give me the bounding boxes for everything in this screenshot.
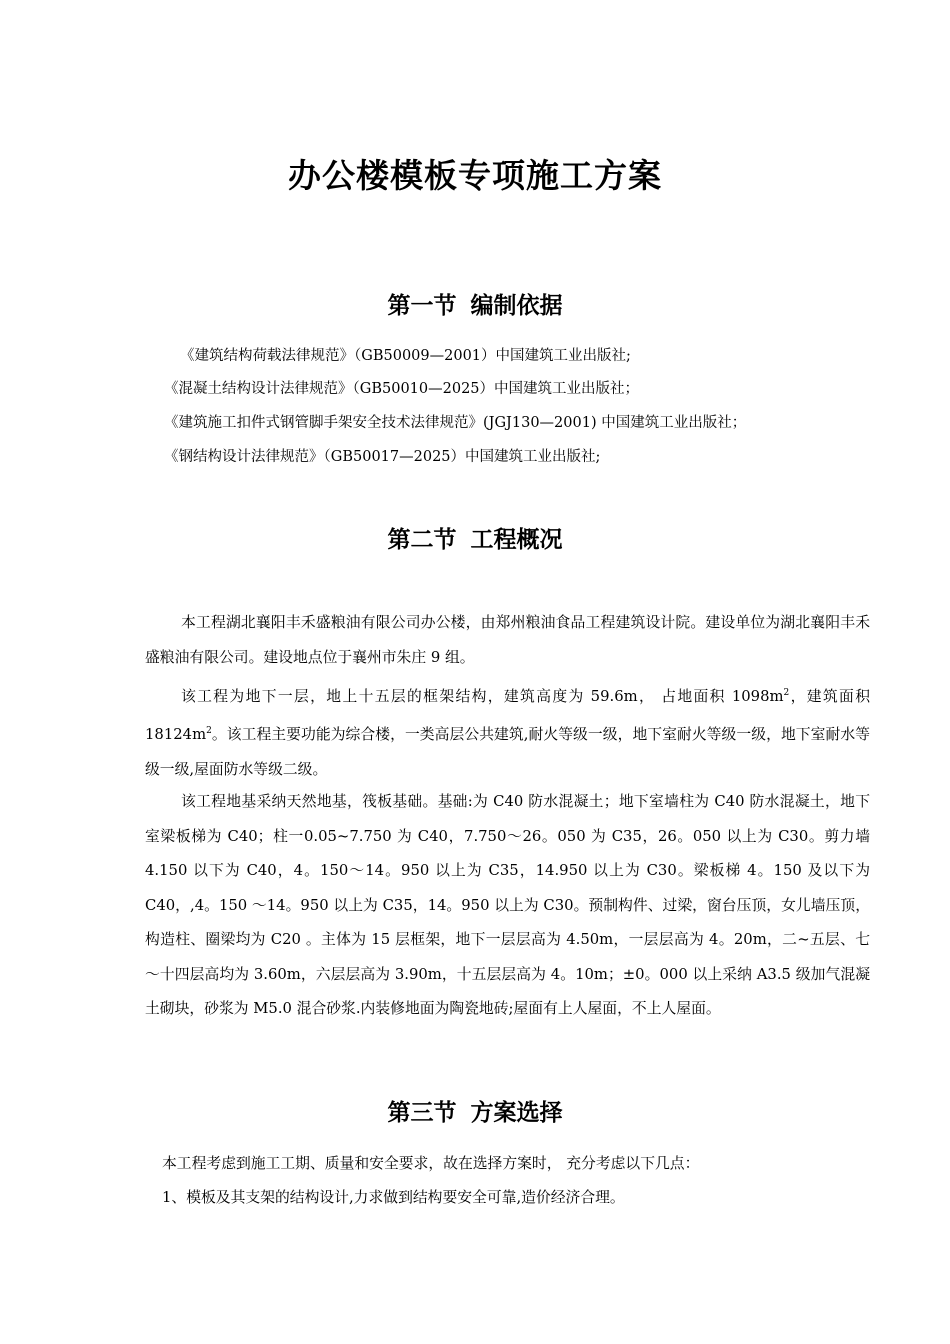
reference-item: 《建筑施工扣件式钢管脚手架安全技术法律规范》(JGJ130—2001) 中国建筑工业出版社；: [164, 415, 747, 431]
section-1-number: 第一节: [387, 293, 457, 319]
reference-item: 《建筑结构荷载法律规范》（GB50009—2001）中国建筑工业出版社;: [180, 348, 631, 364]
scheme-intro: 本工程考虑到施工工期、质量和安全要求，故在选择方案时， 充分考虑以下几点：: [162, 1155, 700, 1172]
section-2-number: 第二节: [387, 527, 457, 553]
section-1-heading: [0, 287, 950, 320]
overview-paragraph-1: 本工程湖北襄阳丰禾盛粮油有限公司办公楼，由郑州粮油食品工程建筑设计院。建设单位为湖北襄阳丰禾盛粮油有限公司。建设地点位于襄州市朱庄 9 组。: [145, 614, 870, 666]
reference-item: 《钢结构设计法律规范》（GB50017—2025）中国建筑工业出版社;: [164, 449, 601, 465]
scheme-item-1: 1、模板及其支架的结构设计,力求做到结构要安全可靠,造价经济合理。: [162, 1189, 625, 1206]
section-2-heading: [0, 521, 950, 554]
section-3-heading: [0, 1094, 950, 1127]
section-3-name: 方案选择: [470, 1100, 563, 1126]
section-1-name: 编制依据: [470, 293, 563, 319]
section-3-number: 第三节: [387, 1100, 457, 1126]
reference-item: 《混凝土结构设计法律规范》（GB50010—2025）中国建筑工业出版社；: [164, 381, 640, 397]
section-2-name: 工程概况: [470, 527, 563, 553]
overview-paragraph-2: 该工程为地下一层，地上十五层的框架结构，建筑高度为 59.6m， 占地面积 $1098m^2$，建筑面积 $18124m^2$。该工程主要功能为综合楼，一类高层公共建筑,耐火等级一级，地下室耐火等级一级，地下室耐水等级一级,屋面防水等级二级。: [145, 687, 870, 778]
document-title: 办公楼模板专项施工方案: [288, 156, 662, 195]
overview-paragraph-3: 该工程地基采纳天然地基，筏板基础。基础:为 C40 防水混凝土；地下室墙柱为 C40 防水混凝土，地下室梁板梯为 C40；柱一0.05~7.750 为 C40，7.750～26。050 为 C35，26。050 以上为 C30。剪力墙 4.150 以下为 C40，4。150～14。950 以上为 C35，14.950 以上为 C30。梁板梯 4。150 及以下为 C40，,4。150 ～14。950 以上为 C35，14。950 以上为 C30。预制构件、过梁，窗台压顶，女儿墙压顶，构造柱、圈梁均为 C20 。主体为 15 层框架，地下一层层高为 4.50m，一层层高为 4。20m，二~五层、七～十四层高均为 3.60m，六层层高为 3.90m，十五层层高为 4。10m；±0。000 以上采纳 A3.5 级加气混凝土砌块，砂浆为 M5.0 混合砂浆.内装修地面为陶瓷地砖;屋面有上人屋面，不上人屋面。: [145, 793, 870, 1017]
